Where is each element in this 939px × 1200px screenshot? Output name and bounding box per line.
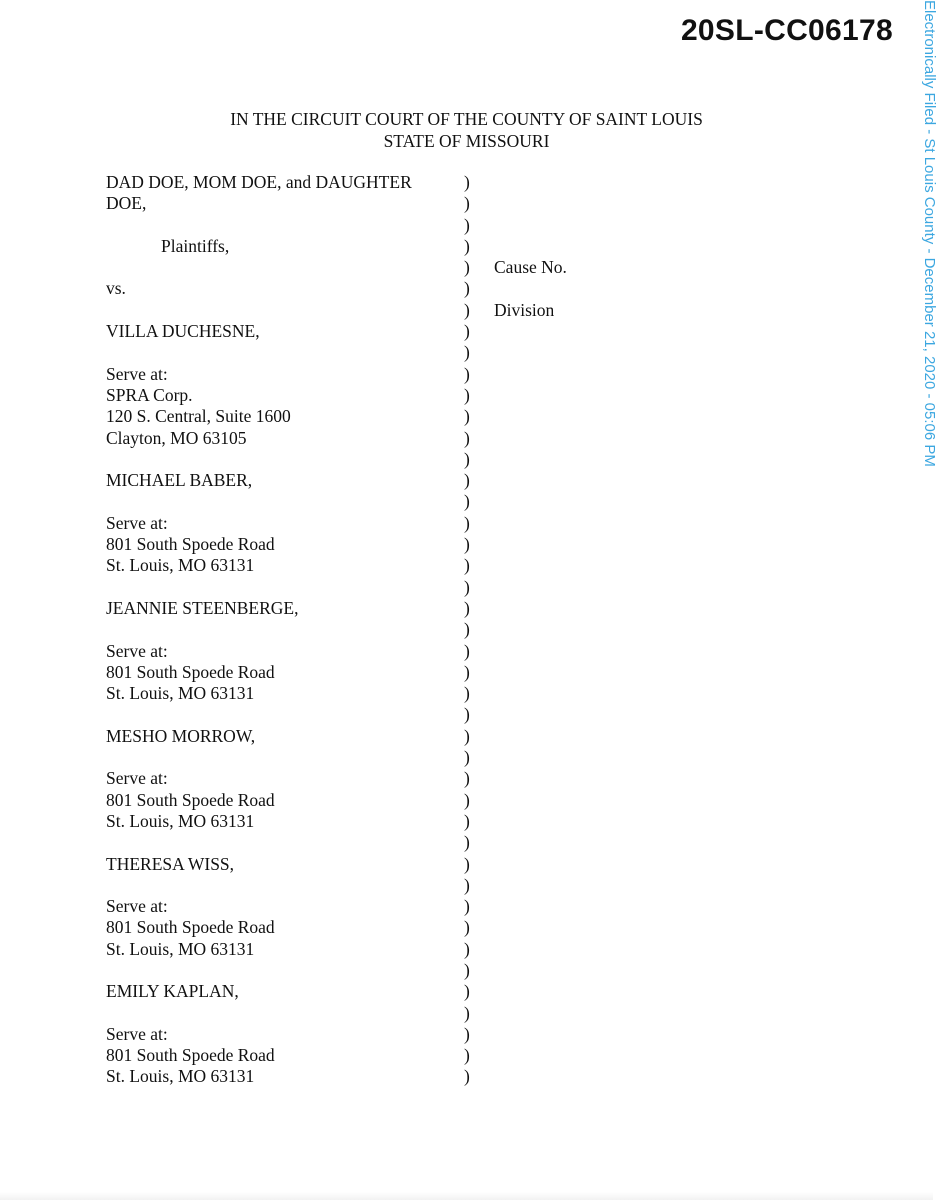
caption-paren: ) bbox=[464, 747, 470, 768]
caption-blank-line bbox=[106, 960, 456, 981]
caption-line: Serve at: bbox=[106, 363, 168, 384]
caption-line: Serve at: bbox=[106, 640, 168, 661]
caption-line: DOE, bbox=[106, 193, 147, 214]
caption-paren: ) bbox=[464, 981, 470, 1002]
case-caption-court-info bbox=[494, 257, 567, 321]
caption-paren: ) bbox=[464, 470, 470, 491]
caption-blank-line bbox=[106, 619, 456, 640]
caption-paren: ) bbox=[464, 619, 470, 640]
caption-paren: ) bbox=[464, 832, 470, 853]
caption-paren: ) bbox=[464, 768, 470, 789]
caption-line: 801 South Spoede Road bbox=[106, 1045, 275, 1066]
caption-paren: ) bbox=[464, 959, 470, 980]
caption-paren: ) bbox=[464, 917, 470, 938]
caption-paren: ) bbox=[464, 299, 470, 320]
caption-line: 801 South Spoede Road bbox=[106, 917, 275, 938]
caption-paren: ) bbox=[464, 683, 470, 704]
caption-line: St. Louis, MO 63131 bbox=[106, 1066, 255, 1087]
caption-line: 801 South Spoede Road bbox=[106, 789, 275, 810]
caption-paren: ) bbox=[464, 448, 470, 469]
caption-paren: ) bbox=[464, 938, 470, 959]
caption-paren: ) bbox=[464, 257, 470, 278]
caption-paren: ) bbox=[464, 597, 470, 618]
caption-paren: ) bbox=[464, 1066, 470, 1087]
caption-paren: ) bbox=[464, 384, 470, 405]
caption-line: Serve at: bbox=[106, 896, 168, 917]
caption-line: SPRA Corp. bbox=[106, 384, 193, 405]
caption-blank-line bbox=[106, 704, 456, 725]
court-heading bbox=[0, 108, 933, 152]
caption-paren: ) bbox=[464, 725, 470, 746]
caption-blank-line bbox=[106, 747, 456, 768]
caption-paren: ) bbox=[464, 278, 470, 299]
caption-blank-line bbox=[106, 491, 456, 512]
caption-paren: ) bbox=[464, 1045, 470, 1066]
caption-paren: ) bbox=[464, 810, 470, 831]
page-edge bbox=[0, 1192, 933, 1200]
caption-paren: ) bbox=[464, 214, 470, 235]
caption-blank-line bbox=[106, 215, 456, 236]
court-state: STATE OF MISSOURI bbox=[383, 131, 550, 151]
caption-blank-line bbox=[106, 875, 456, 896]
caption-line: JEANNIE STEENBERGE, bbox=[106, 597, 299, 618]
caption-line: 801 South Spoede Road bbox=[106, 661, 275, 682]
caption-divider bbox=[464, 172, 470, 1088]
court-name: IN THE CIRCUIT COURT OF THE COUNTY OF SAINT LOUIS bbox=[230, 109, 703, 129]
caption-paren: ) bbox=[464, 874, 470, 895]
caption-blank-line bbox=[106, 832, 456, 853]
caption-paren: ) bbox=[464, 576, 470, 597]
caption-paren: ) bbox=[464, 406, 470, 427]
caption-line: 120 S. Central, Suite 1600 bbox=[106, 406, 291, 427]
caption-line: St. Louis, MO 63131 bbox=[106, 683, 255, 704]
division-label: Division bbox=[494, 299, 555, 320]
caption-paren: ) bbox=[464, 321, 470, 342]
caption-line: Serve at: bbox=[106, 1023, 168, 1044]
blank-line bbox=[494, 278, 567, 299]
caption-blank-line bbox=[106, 1003, 456, 1024]
caption-paren: ) bbox=[464, 193, 470, 214]
caption-line: 801 South Spoede Road bbox=[106, 534, 275, 555]
caption-paren: ) bbox=[464, 427, 470, 448]
caption-line: Serve at: bbox=[106, 768, 168, 789]
caption-line: Serve at: bbox=[106, 512, 168, 533]
caption-line: St. Louis, MO 63131 bbox=[106, 810, 255, 831]
caption-line: MESHO MORROW, bbox=[106, 725, 256, 746]
caption-line: St. Louis, MO 63131 bbox=[106, 938, 255, 959]
caption-blank-line bbox=[106, 449, 456, 470]
caption-line: MICHAEL BABER, bbox=[106, 470, 253, 491]
caption-paren: ) bbox=[464, 853, 470, 874]
caption-paren: ) bbox=[464, 172, 470, 192]
caption-paren: ) bbox=[464, 1002, 470, 1023]
caption-paren: ) bbox=[464, 1023, 470, 1044]
caption-blank-line bbox=[106, 300, 456, 321]
caption-line: St. Louis, MO 63131 bbox=[106, 555, 255, 576]
caption-paren: ) bbox=[464, 534, 470, 555]
caption-paren: ) bbox=[464, 704, 470, 725]
caption-paren: ) bbox=[464, 342, 470, 363]
caption-blank-line bbox=[106, 342, 456, 363]
caption-paren: ) bbox=[464, 235, 470, 256]
caption-line: EMILY KAPLAN, bbox=[106, 981, 239, 1002]
caption-paren: ) bbox=[464, 661, 470, 682]
case-number: 20SL-CC06178 bbox=[680, 14, 893, 47]
case-caption-parties bbox=[106, 172, 456, 1088]
caption-paren: ) bbox=[464, 555, 470, 576]
caption-line: THERESA WISS, bbox=[106, 853, 235, 874]
caption-line: DAD DOE, MOM DOE, and DAUGHTER bbox=[106, 172, 412, 192]
caption-paren: ) bbox=[464, 363, 470, 384]
caption-line: vs. bbox=[106, 278, 126, 299]
caption-paren: ) bbox=[464, 491, 470, 512]
caption-paren: ) bbox=[464, 896, 470, 917]
caption-line: Plaintiffs, bbox=[161, 235, 230, 256]
caption-paren: ) bbox=[464, 640, 470, 661]
caption-line: Clayton, MO 63105 bbox=[106, 427, 247, 448]
caption-line: VILLA DUCHESNE, bbox=[106, 321, 260, 342]
cause-number-label: Cause No. bbox=[494, 257, 567, 277]
caption-blank-line bbox=[106, 577, 456, 598]
caption-paren: ) bbox=[464, 789, 470, 810]
caption-paren: ) bbox=[464, 512, 470, 533]
caption-blank-line bbox=[106, 257, 456, 278]
electronic-filing-stamp: Electronically Filed - St Louis County - December 21, 2020 - 05:06 PM bbox=[921, 0, 938, 467]
